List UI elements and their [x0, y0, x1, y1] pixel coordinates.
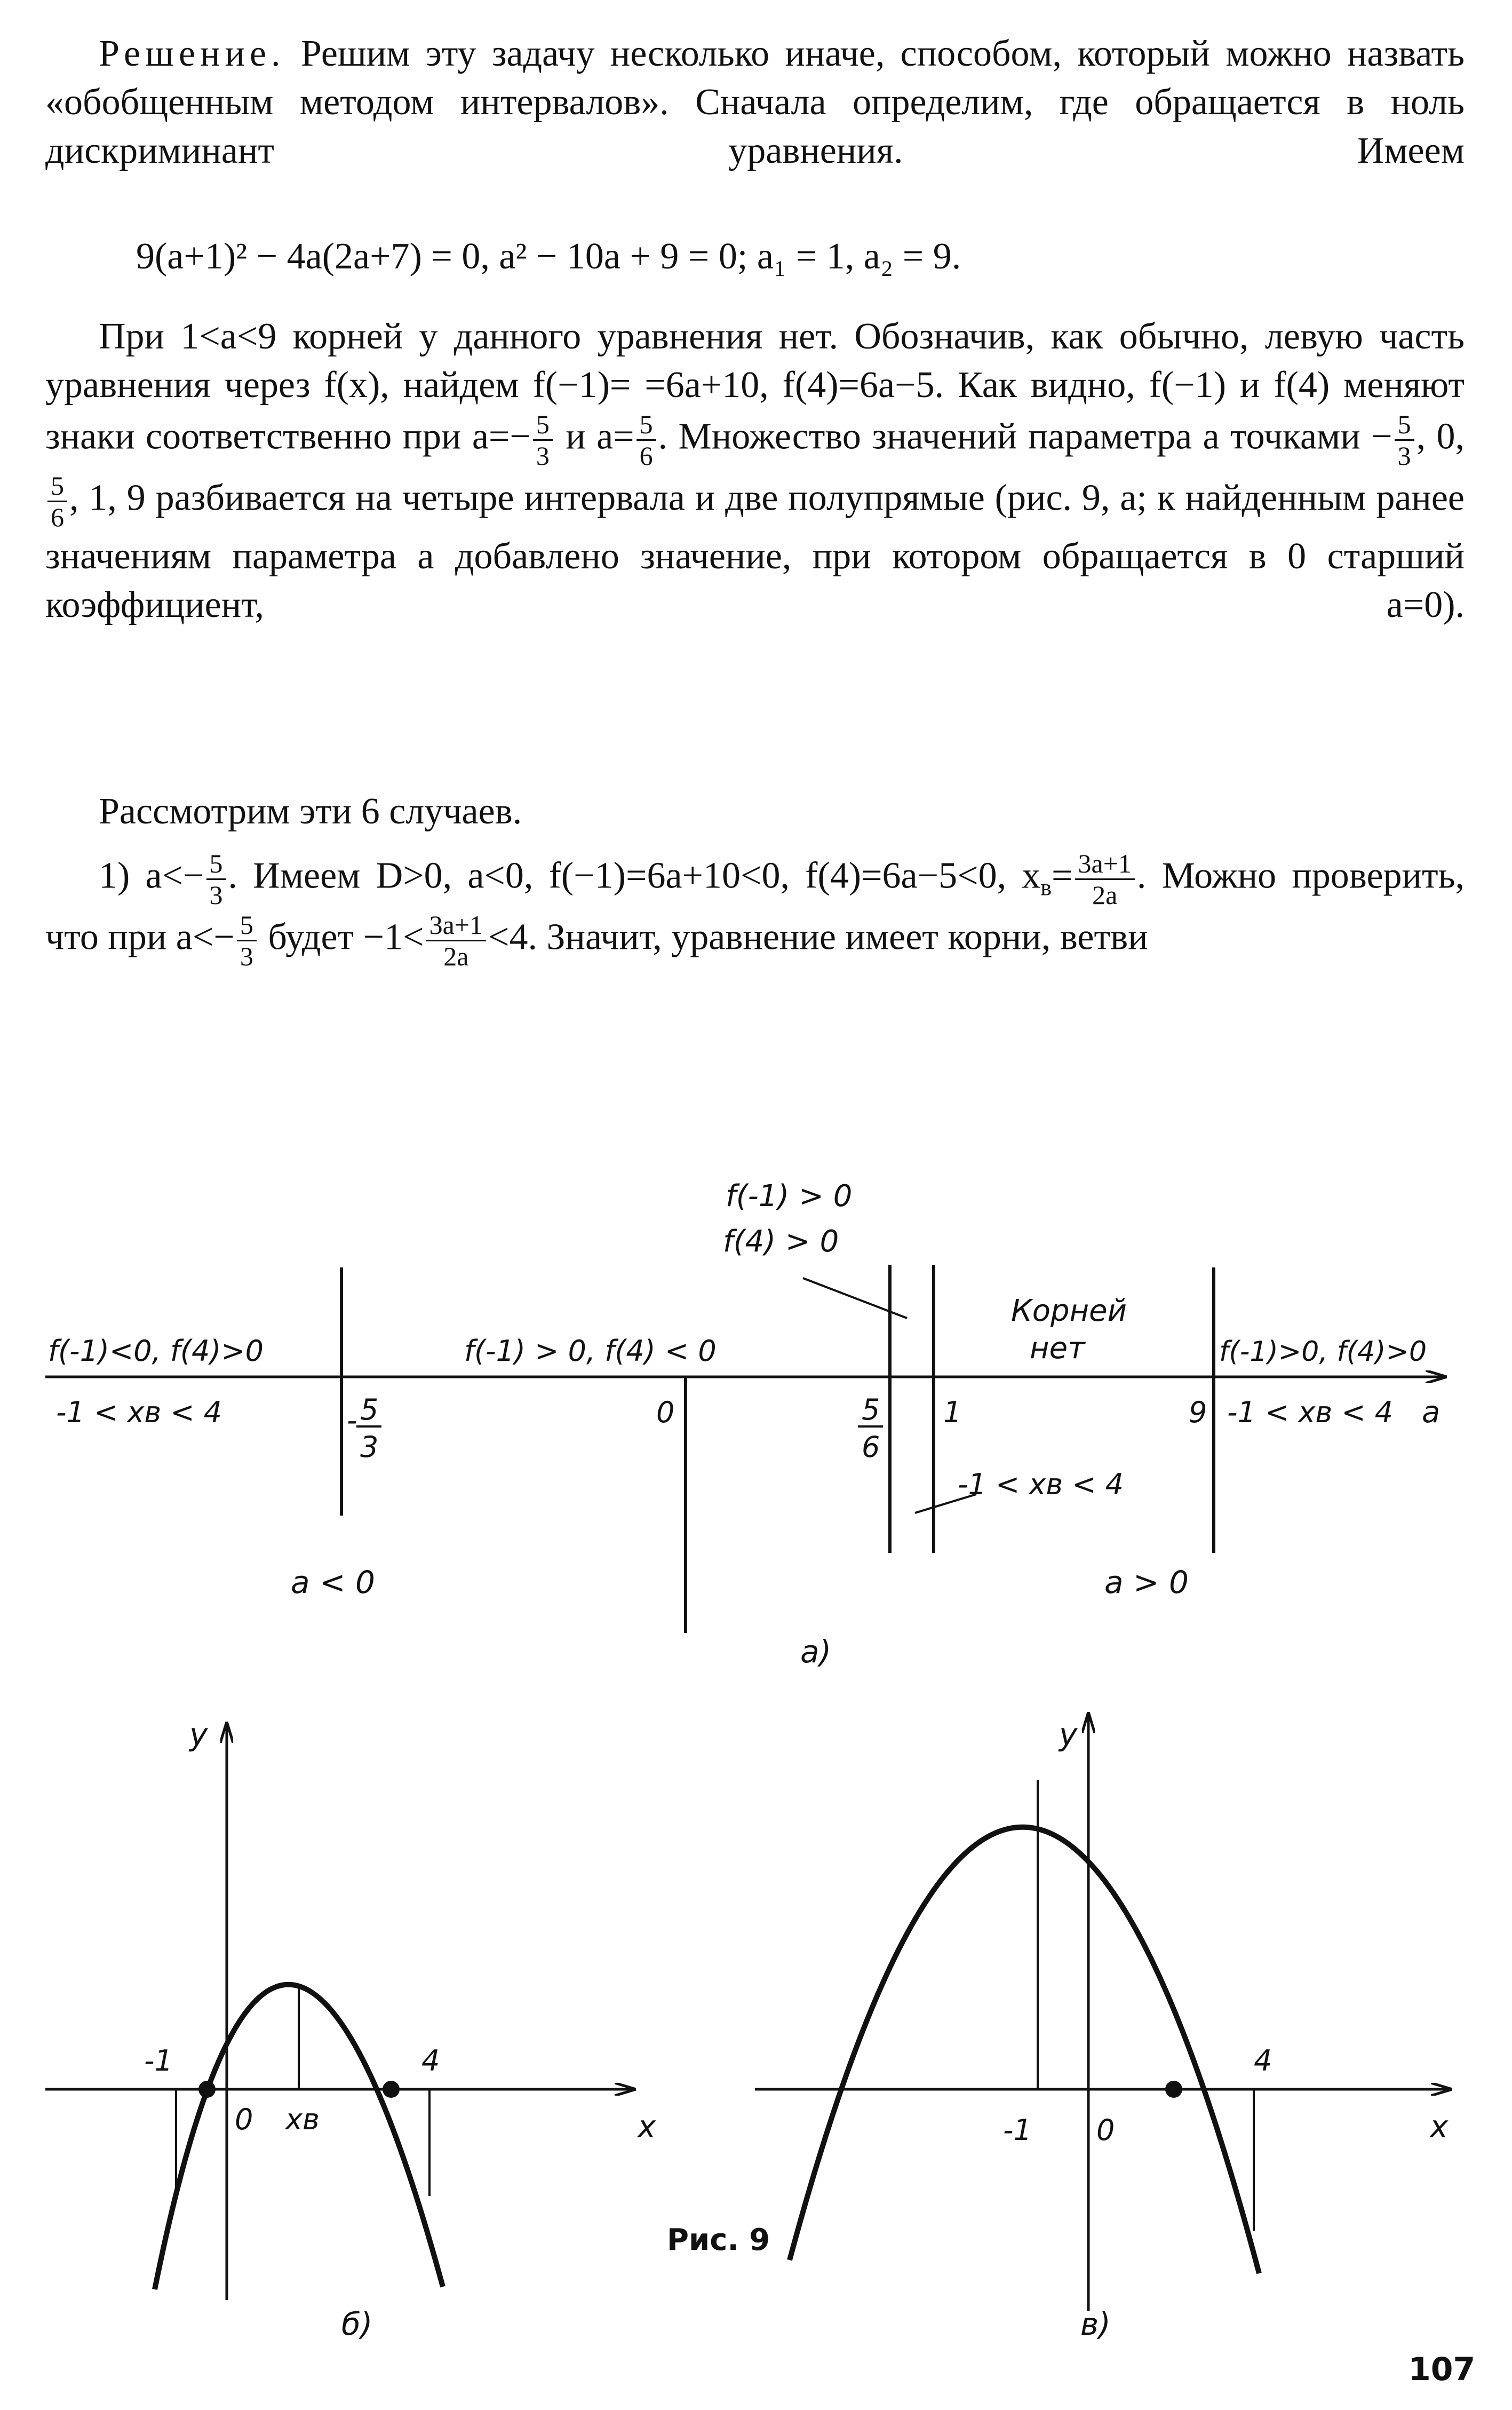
case1-subscript: в [1040, 874, 1052, 901]
tick-neg53-num: 5 [360, 1393, 379, 1426]
paragraph-cases: Рассмотрим эти 6 случаев. [99, 791, 522, 832]
figure-a-number-line [45, 1179, 1446, 1670]
b-root-right [383, 2081, 400, 2098]
figure-b-parabola [45, 1716, 656, 2342]
v-parabola-curve [790, 1827, 1259, 2273]
label-a-lt-0: a < 0 [291, 1564, 375, 1600]
b-root-left [198, 2081, 216, 2098]
v-four-label: 4 [1254, 2044, 1272, 2078]
intervals-text-5: , 1, 9 разбивается на четыре интервала и две полупрямые (рис. 9, a; к найденным ранее значениям параметра a добавлено значение, при котором обращается в 0 старший коэффициент, a=0). [45, 477, 1465, 625]
v-zero-label: 0 [1096, 2113, 1115, 2147]
v-minus1-label: -1 [1003, 2113, 1032, 2147]
label-top-1: f(-1) > 0 [726, 1179, 853, 1214]
solution-text: Решим эту задачу несколько иначе, способом, который можно назвать «обобщенным методом интервалов». Сначала определим, где обращается в ноль дискриминант уравнения. Имеем [45, 33, 1465, 171]
b-zero-label: 0 [235, 2103, 253, 2136]
tick-1: 1 [943, 1396, 962, 1429]
b-x-label: x [638, 2108, 656, 2145]
b-y-label: y [189, 1716, 208, 1753]
figure-b-label: б) [341, 2306, 373, 2342]
fraction-5-3-b: $\frac{5}{3}$ [1395, 409, 1414, 471]
v-root [1165, 2081, 1182, 2098]
label-no-roots-1: Корней [1011, 1294, 1127, 1328]
figure-caption: Рис. 9 [667, 2223, 770, 2257]
v-y-label: y [1059, 1716, 1078, 1753]
figure-v-parabola [755, 1713, 1451, 2342]
b-four-label: 4 [421, 2044, 440, 2078]
figure-v-label: в) [1080, 2306, 1111, 2342]
fraction-5-3-d: $\frac{5}{3}$ [237, 910, 257, 971]
fraction-5-6-b: $\frac{5}{6}$ [47, 471, 67, 532]
page-number: 107 [1408, 2351, 1476, 2388]
tick-neg53-minus: - [347, 1404, 357, 1437]
solution-heading: Решение. [99, 33, 285, 74]
b-xv-label: xв [285, 2103, 320, 2136]
case1-text-6: <4. Значит, уравнение имеет корни, ветви [488, 916, 1148, 958]
intervals-text-2: и a= [566, 416, 634, 457]
fraction-5-3-c: $\frac{5}{3}$ [206, 849, 226, 910]
tick-0: 0 [656, 1396, 675, 1429]
case1-text-5: будет −1< [268, 916, 424, 958]
case1-text-2: . Имеем D>0, a<0, f(−1)=6a+10<0, f(4)=6a−5<0, x [228, 855, 1041, 897]
label-top-2: f(4) > 0 [723, 1224, 839, 1259]
figure-a-label: a) [800, 1634, 832, 1670]
tick-9: 9 [1189, 1396, 1207, 1429]
v-x-label: x [1430, 2108, 1449, 2145]
label-region-3: f(-1)>0, f(4)>0 [1219, 1336, 1427, 1368]
case1-text-3: = [1052, 855, 1073, 897]
b-minus1-label: -1 [144, 2044, 173, 2078]
fraction-xv: $\frac{3a+1}{2a}$ [1075, 849, 1135, 910]
tick-56-den: 6 [862, 1430, 880, 1464]
label-xv-1: -1 < xв < 4 [56, 1396, 222, 1429]
tick-56-num: 5 [862, 1393, 880, 1426]
fraction-5-6: $\frac{5}{6}$ [636, 409, 656, 471]
fraction-xv-b: $\frac{3a+1}{2a}$ [426, 910, 486, 971]
intervals-text-3: . Множество значений параметра a точками − [658, 416, 1392, 457]
label-region-2: f(-1) > 0, f(4) < 0 [464, 1334, 717, 1368]
intervals-text-1: При 1<a<9 корней у данного уравнения нет. Обозначив, как обычно, левую часть уравнения через f(x), найдем f(−1)= =6a+10, f(4)=6a−5. Как видно, f(−1) и f(4) меняют знаки соответственно при a=− [45, 316, 1465, 457]
label-a-gt-0: a > 0 [1104, 1564, 1189, 1600]
label-xv-3: -1 < xв < 4 [958, 1468, 1124, 1501]
fraction-5-3: $\frac{5}{3}$ [533, 409, 553, 471]
axis-a-label: a [1422, 1395, 1441, 1430]
intervals-text-4: , 0, [1416, 416, 1465, 457]
case1-text-1: 1) a<− [99, 855, 204, 897]
label-xv-2: -1 < xв < 4 [1227, 1396, 1394, 1429]
equation-discriminant: 9(a+1)² − 4a(2a+7) = 0, a² − 10a + 9 = 0; a₁ = 1, a₂ = 9. [136, 236, 961, 277]
case1-text-4: . Можно проверить, что при a<− [45, 855, 1465, 958]
label-no-roots-2: нет [1030, 1331, 1085, 1366]
tick-neg53-den: 3 [360, 1430, 379, 1464]
label-region-1: f(-1)<0, f(4)>0 [48, 1334, 264, 1368]
